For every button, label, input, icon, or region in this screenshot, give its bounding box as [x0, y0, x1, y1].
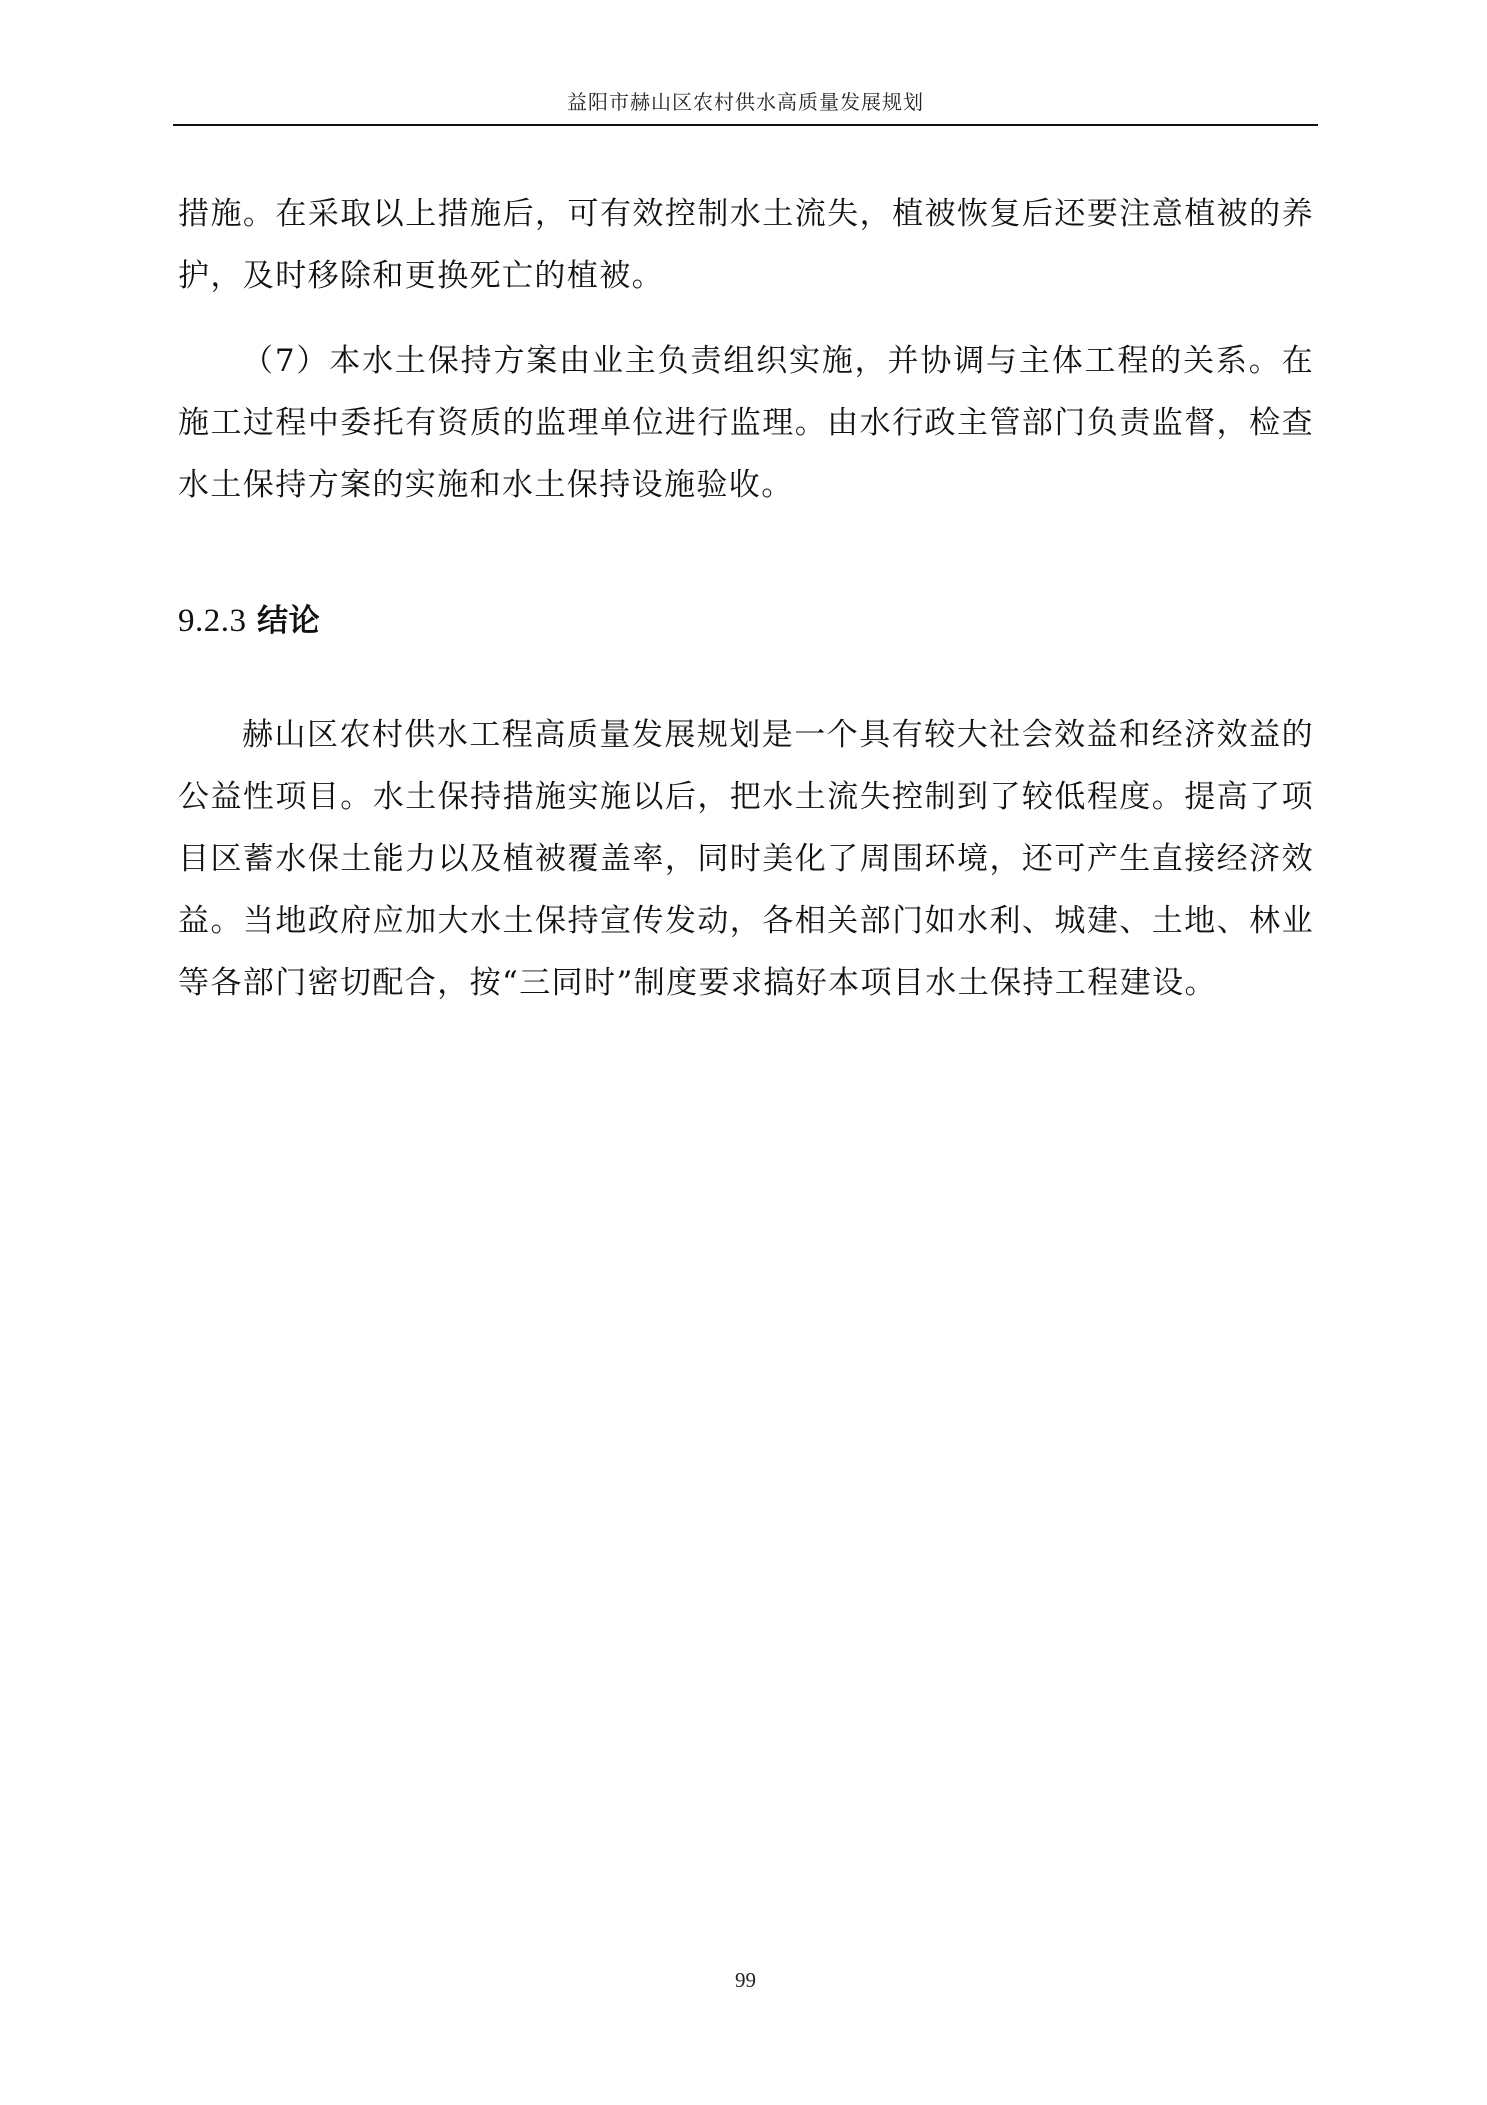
- body-paragraph-conclusion: 赫山区农村供水工程高质量发展规划是一个具有较大社会效益和经济效益的公益性项目。水土保持措施实施以后，把水土流失控制到了较低程度。提高了项目区蓄水保土能力以及植被覆盖率，同时美化了周围环境，还可产生直接经济效益。当地政府应加大水土保持宣传发动，各相关部门如水利、城建、土地、林业等各部门密切配合，按“三同时”制度要求搞好本项目水土保持工程建设。: [178, 717, 1314, 1001]
- page-number: 99: [735, 1968, 756, 1992]
- section-number: 9.2.3: [178, 603, 247, 639]
- body-paragraph-continuation: 措施。在采取以上措施后，可有效控制水土流失，植被恢复后还要注意植被的养护，及时移除和更换死亡的植被。: [178, 196, 1314, 294]
- running-header-title: 益阳市赫山区农村供水高质量发展规划: [567, 90, 924, 114]
- section-heading: [178, 595, 320, 640]
- header-divider: [173, 124, 1318, 126]
- body-paragraph-item-7: （7）本水土保持方案由业主负责组织实施，并协调与主体工程的关系。在施工过程中委托有资质的监理单位进行监理。由水行政主管部门负责监督，检查水土保持方案的实施和水土保持设施验收。: [178, 343, 1314, 503]
- section-title: 结论: [257, 603, 321, 639]
